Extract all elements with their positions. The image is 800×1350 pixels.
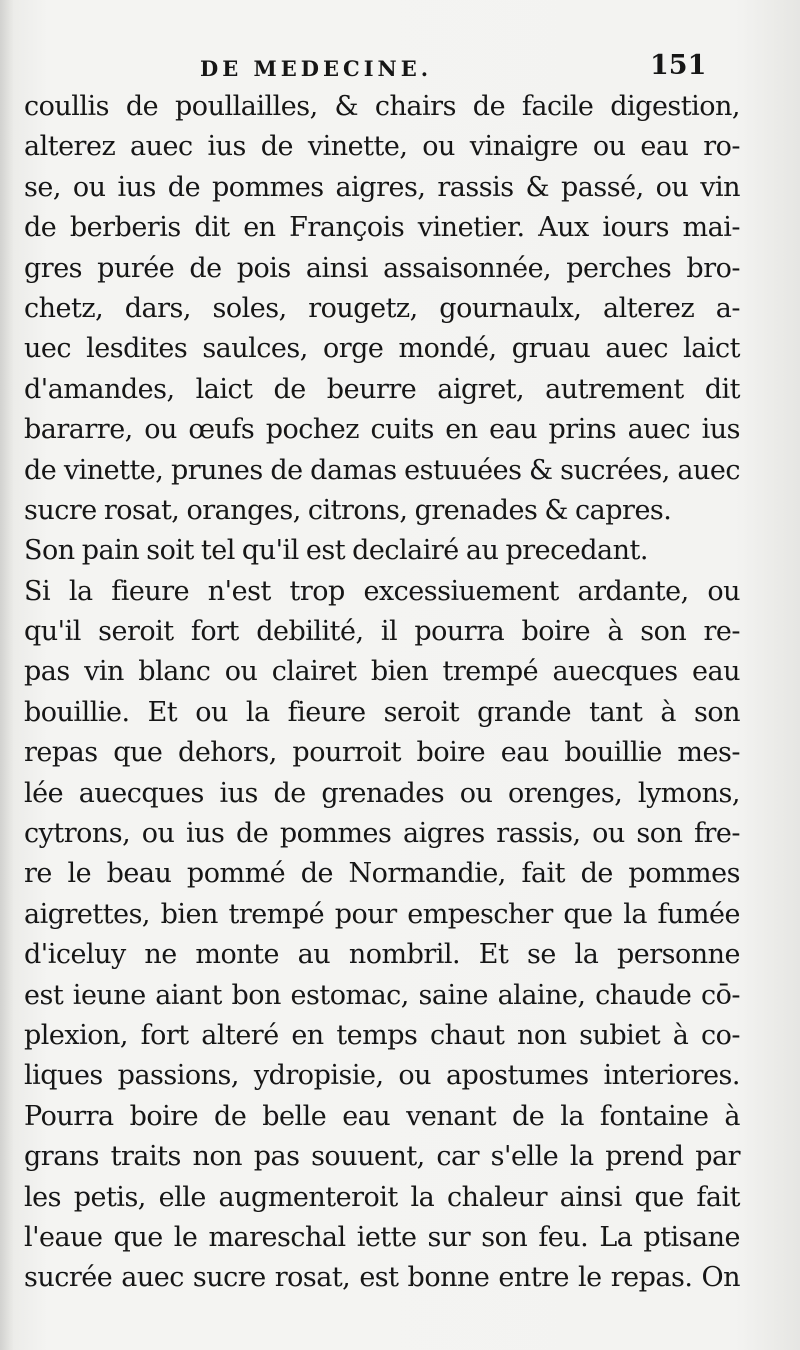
text-line: aigrettes, bien trempé pour empescher que la fumée <box>24 898 740 930</box>
text-line: bararre, ou œufs pochez cuits en eau prins auec ius <box>24 414 740 446</box>
text-line: est ieune aiant bon estomac, saine alaine, chaude cō- <box>24 979 740 1011</box>
text-line: Si la fieure n'est trop excessiuement ardante, ou <box>24 575 740 607</box>
text-line: Son pain soit tel qu'il est declairé au precedant. <box>24 535 648 567</box>
text-line: de berberis dit en François vinetier. Aux iours mai- <box>24 212 740 244</box>
text-line: lée auecques ius de grenades ou orenges, lymons, <box>24 777 740 809</box>
text-line: cytrons, ou ius de pommes aigres rassis, ou son fre- <box>24 818 740 850</box>
text-line: re le beau pommé de Normandie, fait de pommes <box>24 858 740 890</box>
text-line: d'iceluy ne monte au nombril. Et se la personne <box>24 939 740 971</box>
text-line: se, ou ius de pommes aigres, rassis & passé, ou vin <box>24 171 740 203</box>
text-line: de vinette, prunes de damas estuuées & sucrées, auec <box>24 454 740 486</box>
text-line: sucrée auec sucre rosat, est bonne entre le repas. On <box>24 1262 740 1294</box>
body-text <box>24 87 740 1299</box>
text-line: gres purée de pois ainsi assaisonnée, perches bro- <box>24 252 740 284</box>
text-line: chetz, dars, soles, rougetz, gournaulx, alterez a- <box>24 292 740 324</box>
text-line: alterez auec ius de vinette, ou vinaigre ou eau ro- <box>24 131 740 163</box>
text-line: d'amandes, laict de beurre aigret, autrement dit <box>24 373 740 405</box>
page-number: 151 <box>650 50 707 81</box>
text-line: Pourra boire de belle eau venant de la fontaine à <box>24 1100 740 1132</box>
text-line: plexion, fort alteré en temps chaut non subiet à co- <box>24 1019 740 1051</box>
text-line: repas que dehors, pourroit boire eau bouillie mes- <box>24 737 740 769</box>
gutter-shadow <box>0 0 14 1350</box>
text-line: bouillie. Et ou la fieure seroit grande tant à son <box>24 696 740 728</box>
text-line: pas vin blanc ou clairet bien trempé auecques eau <box>24 656 740 688</box>
text-line: liques passions, ydropisie, ou apostumes interiores. <box>24 1060 740 1092</box>
text-line: sucre rosat, oranges, citrons, grenades & capres. <box>24 494 672 526</box>
text-line: les petis, elle augmenteroit la chaleur ainsi que fait <box>24 1181 740 1213</box>
text-line: qu'il seroit fort debilité, il pourra boire à son re- <box>24 616 740 648</box>
text-line: grans traits non pas souuent, car s'elle la prend par <box>24 1141 740 1173</box>
text-line: coullis de poullailles, & chairs de facile digestion, <box>24 91 740 122</box>
text-line: l'eaue que le mareschal iette sur son feu. La ptisane <box>24 1221 740 1253</box>
running-head: DE MEDECINE. <box>200 56 433 81</box>
text-line: uec lesdites saulces, orge mondé, gruau auec laict <box>24 333 740 365</box>
